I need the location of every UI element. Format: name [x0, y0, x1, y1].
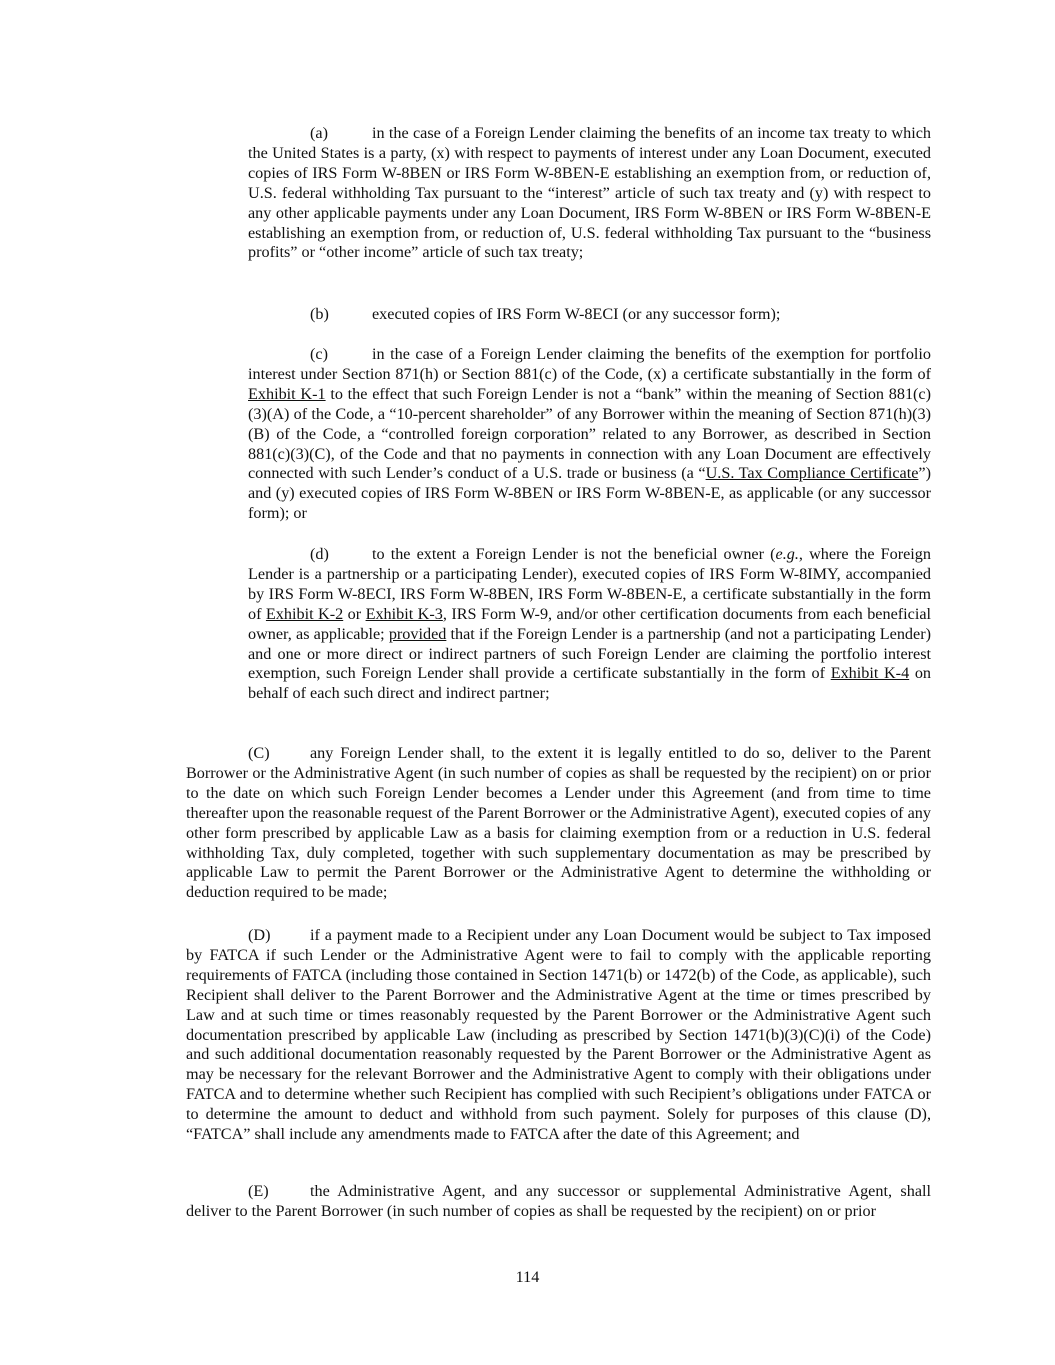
clause-label: (D) — [248, 926, 271, 944]
clause-text: the Administrative Agent, and any successor or supplemental Administrative Agent, shall deliver to the Parent Borrower (in such number of copies as shall be requested by the recipient) on or prior — [186, 1182, 931, 1220]
paragraph-C — [186, 744, 931, 903]
clause-label: (C) — [248, 744, 270, 762]
italic-eg: e.g. — [775, 545, 799, 563]
clause-text: , where the Foreign Lender is a partnership or a participating Lender), executed copies of IRS Form W-8IMY, accompanied by IRS Form W-8ECI, IRS Form W-8BEN, IRS Form W-8BEN-E, a certificate substantially in the form of — [248, 545, 931, 623]
clause-text: or — [343, 604, 366, 623]
exhibit-k1-reference: Exhibit K-1 — [248, 384, 326, 403]
clause-text: in the case of a Foreign Lender claiming the benefits of an income tax treaty to which the United States is a party, (x) with respect to payments of interest under any Loan Document, executed copies of IRS Form W-8BEN or IRS Form W-8BEN-E establishing an exemption from, or reduction of, U.S. federal withholding Tax pursuant to the “interest” article of such tax treaty and (y) with respect to any other applicable payments under any Loan Document, IRS Form W-8BEN or IRS Form W-8BEN-E establishing an exemption from, or reduction of, U.S. federal withholding Tax pursuant to the “business profits” or “other income” article of such tax treaty; — [248, 124, 931, 262]
clause-text: to the effect that such Foreign Lender is not a “bank” within the meaning of Section 881(c)(3)(A) of the Code, a “10-percent shareholder” of any Borrower within the meaning of Section 871(h)(3)(B) of the Code, a “controlled foreign corporation” related to any Borrower, as described in Section 881(c)(3)(C), of the Code and that no payments in connection with any Loan Document are effectively connected with such Lender’s conduct of a U.S. trade or business (a “ — [248, 384, 932, 483]
defined-term-tax-compliance-certificate: U.S. Tax Compliance Certificate — [705, 464, 919, 483]
paragraph-b — [248, 305, 931, 325]
clause-text: any Foreign Lender shall, to the extent it is legally entitled to do so, deliver to the Parent Borrower or the Administrative Agent (in such number of copies as shall be requested by the recipient) on or prior to the date on which such Foreign Lender becomes a Lender under this Agreement (and from time to time thereafter upon the reasonable request of the Parent Borrower or the Administrative Agent), executed copies of any other form prescribed by applicable Law as a basis for claiming exemption from or a reduction in U.S. federal withholding Tax, duly completed, together with such supplementary documentation as may be prescribed by applicable Law to permit the Parent Borrower or the Administrative Agent to determine the withholding or deduction required to be made; — [186, 744, 931, 902]
clause-text: executed copies of IRS Form W-8ECI (or any successor form); — [372, 305, 781, 323]
clause-text: in the case of a Foreign Lender claiming the benefits of the exemption for portfolio interest under Section 871(h) or Section 881(c) of the Code, (x) a certificate substantially in the form of — [248, 345, 931, 383]
clause-text: to the extent a Foreign Lender is not the beneficial owner ( — [372, 545, 776, 563]
paragraph-E — [186, 1182, 931, 1222]
exhibit-k4-reference: Exhibit K-4 — [830, 664, 910, 683]
clause-text: ”) and (y) executed copies of IRS Form W-8BEN or IRS Form W-8BEN-E, as applicable (or any successor form); or — [248, 464, 931, 523]
clause-label: (a) — [310, 124, 328, 142]
clause-text: that if the Foreign Lender is a partnership (and not a participating Lender) and one or more direct or indirect partners of such Foreign Lender are claiming the portfolio interest exemption, such Foreign Lender shall provide a certificate substantially in the form of — [248, 624, 931, 683]
clause-label: (b) — [310, 305, 329, 323]
proviso-provided: provided — [388, 624, 447, 643]
clause-label: (d) — [310, 545, 329, 563]
paragraph-D — [186, 926, 931, 1145]
paragraph-d — [248, 545, 931, 704]
paragraph-a — [248, 124, 931, 263]
exhibit-k3-reference: Exhibit K-3 — [365, 604, 443, 623]
clause-label: (c) — [310, 345, 328, 363]
exhibit-k2-reference: Exhibit K-2 — [265, 604, 344, 623]
page-number: 114 — [515, 1268, 540, 1286]
clause-text: if a payment made to a Recipient under any Loan Document would be subject to Tax imposed by FATCA if such Lender or the Administrative Agent were to fail to comply with the applicable reporting requirements of FATCA (including those contained in Section 1471(b) or 1472(b) of the Code, as applicable), such Recipient shall deliver to the Parent Borrower and the Administrative Agent at the time or times prescribed by Law and at such time or times reasonably requested by the Parent Borrower or the Administrative Agent such documentation prescribed by applicable Law (including as prescribed by Section 1471(b)(3)(C)(i) of the Code) and such additional documentation reasonably requested by the Parent Borrower or the Administrative Agent as may be necessary for the relevant Borrower and the Administrative Agent to comply with their obligations under FATCA and to determine whether such Recipient has complied with such Recipient’s obligations under FATCA or to determine the amount to deduct and withhold from such payment. Solely for purposes of this clause (D), “FATCA” shall include any amendments made to FATCA after the date of this Agreement; and — [186, 926, 931, 1144]
clause-label: (E) — [248, 1182, 269, 1200]
clause-text: on behalf of each such direct and indirect partner; — [248, 664, 932, 703]
paragraph-c — [248, 345, 931, 524]
clause-text: , IRS Form W-9, and/or other certification documents from each beneficial owner, as applicable; — [248, 604, 932, 643]
